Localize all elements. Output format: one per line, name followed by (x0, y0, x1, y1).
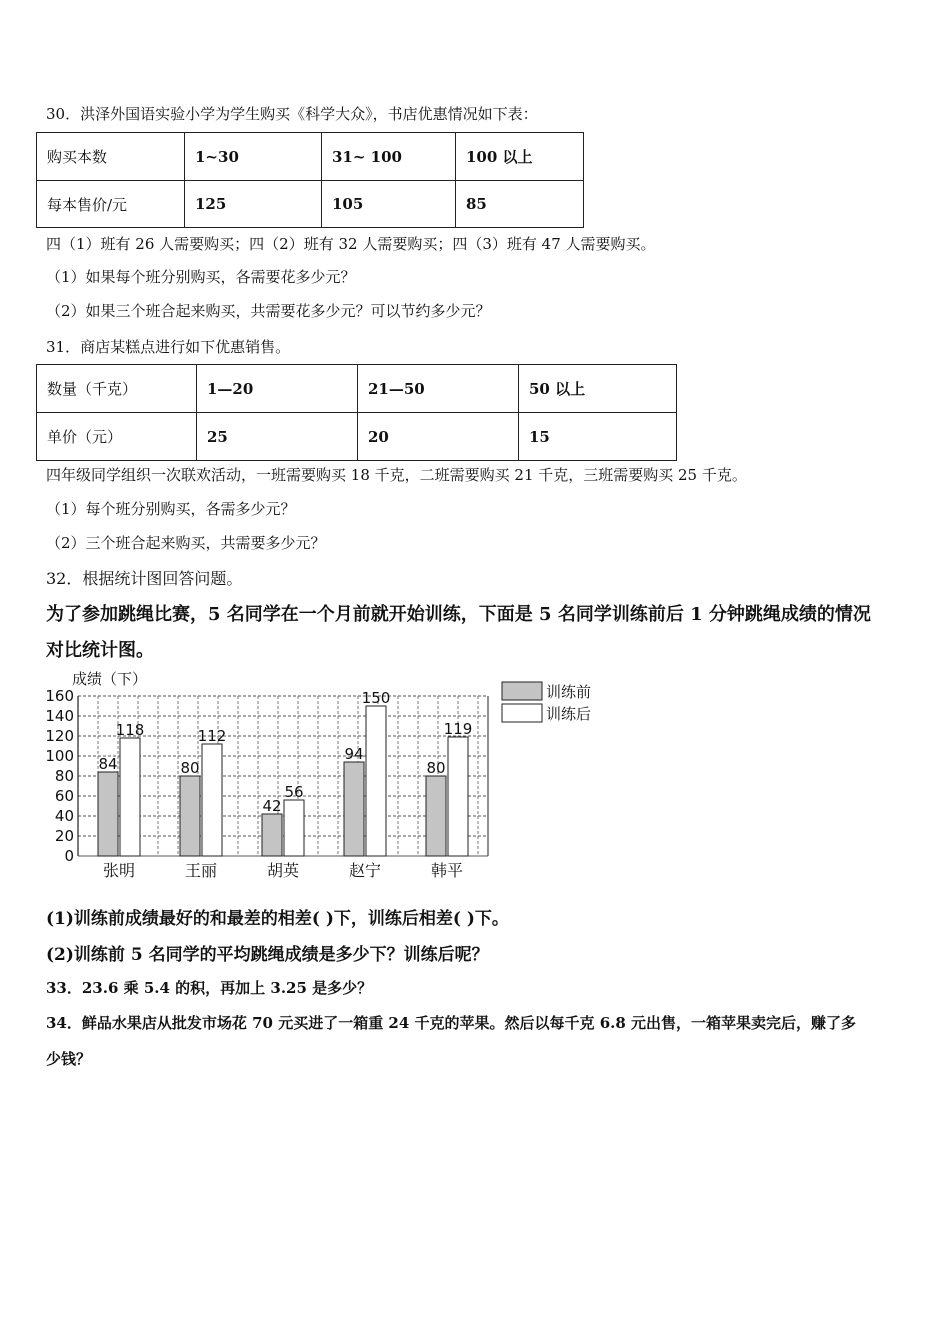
q30-row-cell: 85 (456, 181, 584, 228)
chart-bars (98, 689, 472, 856)
y-tick-label: 140 (45, 707, 74, 725)
q32-title: 32．根据统计图回答问题。 (46, 569, 243, 588)
q32-sub2: (2)训练前 5 名同学的平均跳绳成绩是多少下？训练后呢？ (46, 945, 489, 965)
y-tick-label: 60 (54, 787, 74, 805)
q33: 33．23.6 乘 5.4 的积，再加上 3.25 是多少？ (46, 979, 373, 997)
q31-header-cell: 数量（千克） (37, 365, 197, 413)
x-category-label: 胡英 (266, 861, 300, 880)
bar-before (344, 762, 364, 856)
bar-after (120, 738, 140, 856)
legend-label: 训练后 (546, 705, 592, 723)
x-category-label: 王丽 (184, 861, 218, 880)
y-tick-label: 0 (64, 847, 74, 865)
bar-value-label: 80 (426, 759, 446, 777)
y-tick-label: 100 (45, 747, 74, 765)
q30-price-table (36, 132, 584, 228)
q30-title: 30．洪泽外国语实验小学为学生购买《科学大众》，书店优惠情况如下表： (46, 105, 538, 123)
q30-row-cell: 125 (185, 181, 322, 228)
q31-row-cell: 15 (519, 413, 677, 461)
x-category-label: 张明 (102, 861, 136, 880)
q30-header-cell: 100 以上 (456, 133, 584, 181)
q31-row-cell: 20 (358, 413, 519, 461)
bar-before (180, 776, 200, 856)
q31-header-cell: 1—20 (197, 365, 358, 413)
bar-after (284, 800, 304, 856)
q32-desc-line2: 对比统计图。 (46, 640, 154, 661)
q30-sub1: （1）如果每个班分别购买，各需要花多少元？ (46, 268, 356, 286)
q34-line2: 少钱？ (46, 1050, 92, 1068)
bar-value-label: 56 (284, 783, 304, 801)
y-tick-label: 120 (45, 727, 74, 745)
q31-sub2: （2）三个班合起来购买，共需要多少元？ (46, 534, 326, 552)
legend-label: 训练前 (546, 683, 592, 701)
x-category-label: 韩平 (430, 861, 464, 880)
q34-line1: 34．鲜品水果店从批发市场花 70 元买进了一箱重 24 千克的苹果。然后以每千克 6.8 元出售，一箱苹果卖完后，赚了多 (46, 1014, 857, 1032)
bar-value-label: 84 (98, 755, 118, 773)
q31-info: 四年级同学组织一次联欢活动，一班需要购买 18 千克，二班需要购买 21 千克，三班需要购买 25 千克。 (46, 466, 747, 484)
q30-sub2: （2）如果三个班合起来购买，共需要花多少元？可以节约多少元？ (46, 302, 491, 320)
bar-after (366, 706, 386, 856)
bar-before (262, 814, 282, 856)
x-category-label: 赵宁 (348, 861, 382, 880)
q30-row-cell: 每本售价/元 (37, 181, 185, 228)
q30-info: 四（1）班有 26 人需要购买；四（2）班有 32 人需要购买；四（3）班有 47 人需要购买。 (46, 235, 656, 253)
chart-y-ticks (45, 687, 74, 865)
q30-header-cell: 31~ 100 (322, 133, 456, 181)
bar-value-label: 150 (361, 689, 391, 707)
q32-sub1: (1)训练前成绩最好的和最差的相差( )下，训练后相差( )下。 (46, 909, 509, 929)
q31-title: 31．商店某糕点进行如下优惠销售。 (46, 338, 291, 356)
chart-y-axis-label: 成绩（下） (72, 670, 148, 688)
q31-price-table (36, 364, 677, 461)
bar-after (448, 737, 468, 856)
q32-desc-line1: 为了参加跳绳比赛，5 名同学在一个月前就开始训练，下面是 5 名同学训练前后 1 分钟跳绳成绩的情况 (46, 604, 871, 625)
legend-swatch (502, 682, 542, 700)
y-tick-label: 80 (54, 767, 74, 785)
bar-value-label: 118 (115, 721, 145, 739)
bar-value-label: 119 (443, 720, 473, 738)
bar-after (202, 744, 222, 856)
q31-row-cell: 25 (197, 413, 358, 461)
y-tick-label: 160 (45, 687, 74, 705)
bar-value-label: 80 (180, 759, 200, 777)
chart-legend (502, 682, 591, 723)
q31-header-cell: 21—50 (358, 365, 519, 413)
q31-row-cell: 单价（元） (37, 413, 197, 461)
legend-swatch (502, 704, 542, 722)
q30-header-cell: 购买本数 (37, 133, 185, 181)
bar-value-label: 112 (197, 727, 227, 745)
q31-header-cell: 50 以上 (519, 365, 677, 413)
bar-value-label: 42 (262, 797, 282, 815)
chart-categories (103, 861, 463, 880)
q30-row-cell: 105 (322, 181, 456, 228)
bar-before (426, 776, 446, 856)
q30-header-cell: 1~30 (185, 133, 322, 181)
jump-rope-bar-chart (40, 662, 620, 887)
bar-before (98, 772, 118, 856)
q31-sub1: （1）每个班分别购买，各需多少元？ (46, 500, 296, 518)
y-tick-label: 40 (54, 807, 74, 825)
y-tick-label: 20 (54, 827, 74, 845)
bar-value-label: 94 (344, 745, 364, 763)
